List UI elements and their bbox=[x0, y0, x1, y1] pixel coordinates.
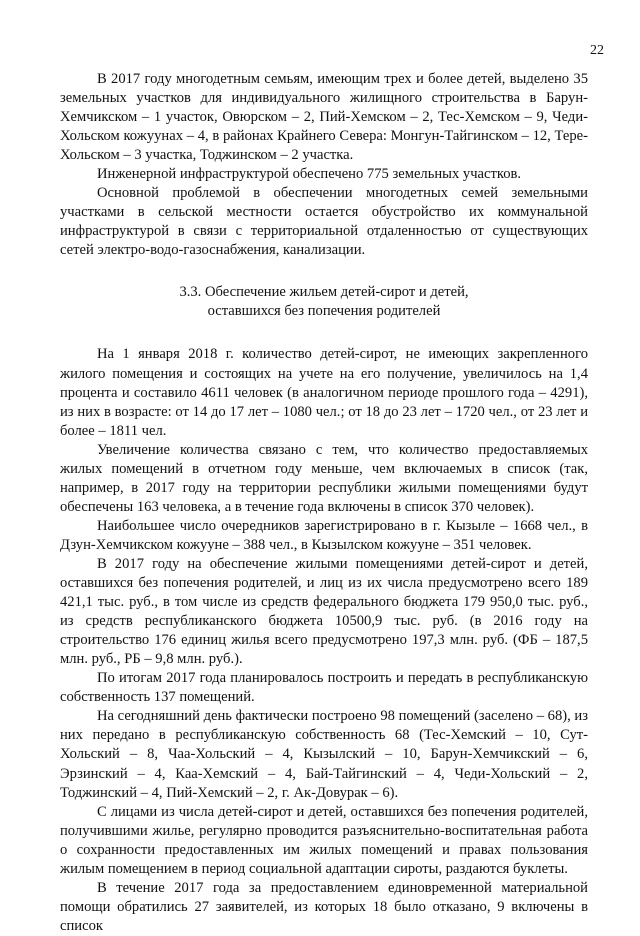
page-body bbox=[60, 70, 588, 936]
paragraph-increase-reason: Увеличение количества связано с тем, что количество предоставляемых жилых помещений в отчетном году меньше, чем включаемых в список (так, например, в 2017 году на территории республики жилыми помещениями будут обеспечены 163 человека, а в течение года включены в список 370 человек). bbox=[60, 441, 588, 515]
paragraph-orphan-count: На 1 января 2018 г. количество детей-сирот, не имеющих закрепленного жилого помещения и состоящих на учете на его получение, увеличилось на 1,4 процента и составило 4611 человек (в аналогичном периоде прошлого года – 4291), из них в возрасте: от 14 до 17 лет – 1080 чел.; от 18 до 23 лет – 1720 чел., от 23 лет и более – 1811 чел. bbox=[60, 346, 588, 439]
paragraph-main-problem: Основной проблемой в обеспечении многодетных семей земельными участками в сельской местности остается обустройство их коммунальной инфраструктурой в связи с территориальной отдаленностью от существующих сетей электро-водо-газоснабжения, канализации. bbox=[60, 185, 588, 259]
page-number: 22 bbox=[590, 43, 604, 58]
paragraph-built-premises: На сегодняшний день фактически построено 98 помещений (заселено – 68), из них передано в республиканскую собственность 68 (Тес-Хемский – 10, Сут-Хольский – 8, Чаа-Хольский – 4, Кызылский – 10, Барун-Хемчикский – 6, Эрзинский – 4, Каа-Хемский – 4, Бай-Тайгинский – 4, Чеди-Хольский – 2, Тоджинский – 4, Пий-Хемский – 2, г. Ак-Довурак – 6). bbox=[60, 708, 588, 801]
paragraph-queue-regions: Наибольшее число очередников зарегистрировано в г. Кызыле – 1668 чел., в Дзун-Хемчикском кожууне – 388 чел., в Кызылском кожууне – 351 человек. bbox=[60, 517, 588, 553]
section-heading bbox=[60, 283, 588, 321]
paragraph-funding: В 2017 году на обеспечение жилыми помещениями детей-сирот и детей, оставшихся без попечения родителей, и лиц из их числа предусмотрено всего 189 421,1 тыс. руб., в том числе из средств федерального бюджета 179 950,0 тыс. руб., из средств республиканского бюджета 10500,9 тыс. руб. (в 2016 году на строительство 176 единиц жилья всего предусмотрено 197,3 млн. руб. (ФБ – 187,5 млн. руб., РБ – 9,8 млн. руб.). bbox=[60, 555, 588, 668]
paragraph-material-aid: В течение 2017 года за предоставлением единовременной материальной помощи обратились 27 заявителей, из которых 18 было отказано, 9 включены в список bbox=[60, 879, 588, 934]
paragraph-infrastructure: Инженерной инфраструктурой обеспечено 775 земельных участков. bbox=[97, 166, 522, 183]
paragraph-land-plots: В 2017 году многодетным семьям, имеющим трех и более детей, выделено 35 земельных участков для индивидуального жилищного строительства в Барун-Хемчикском – 1 участок, Овюрском – 2, Пий-Хемском – 2, Тес-Хемском – 9, Чеди-Хольском кожуунах – 4, в районах Крайнего Севера: Монгун-Тайгинском – 12, Тере-Хольском – 3 участка, Тоджинском – 2 участка. bbox=[60, 71, 588, 164]
paragraph-plan-results: По итогам 2017 года планировалось построить и передать в республиканскую собственность 137 помещений. bbox=[60, 670, 588, 706]
section-heading-line-1: 3.3. Обеспечение жильем детей-сирот и детей, bbox=[179, 284, 469, 301]
paragraph-educational-work: С лицами из числа детей-сирот и детей, оставшихся без попечения родителей, получившими жилье, регулярно проводится разъяснительно-воспитательная работа о сохранности предоставленных им жилых помещений и правах пользования жилым помещением в период социальной адаптации сироты, раздаются буклеты. bbox=[60, 803, 588, 877]
section-heading-line-2: оставшихся без попечения родителей bbox=[207, 303, 441, 320]
